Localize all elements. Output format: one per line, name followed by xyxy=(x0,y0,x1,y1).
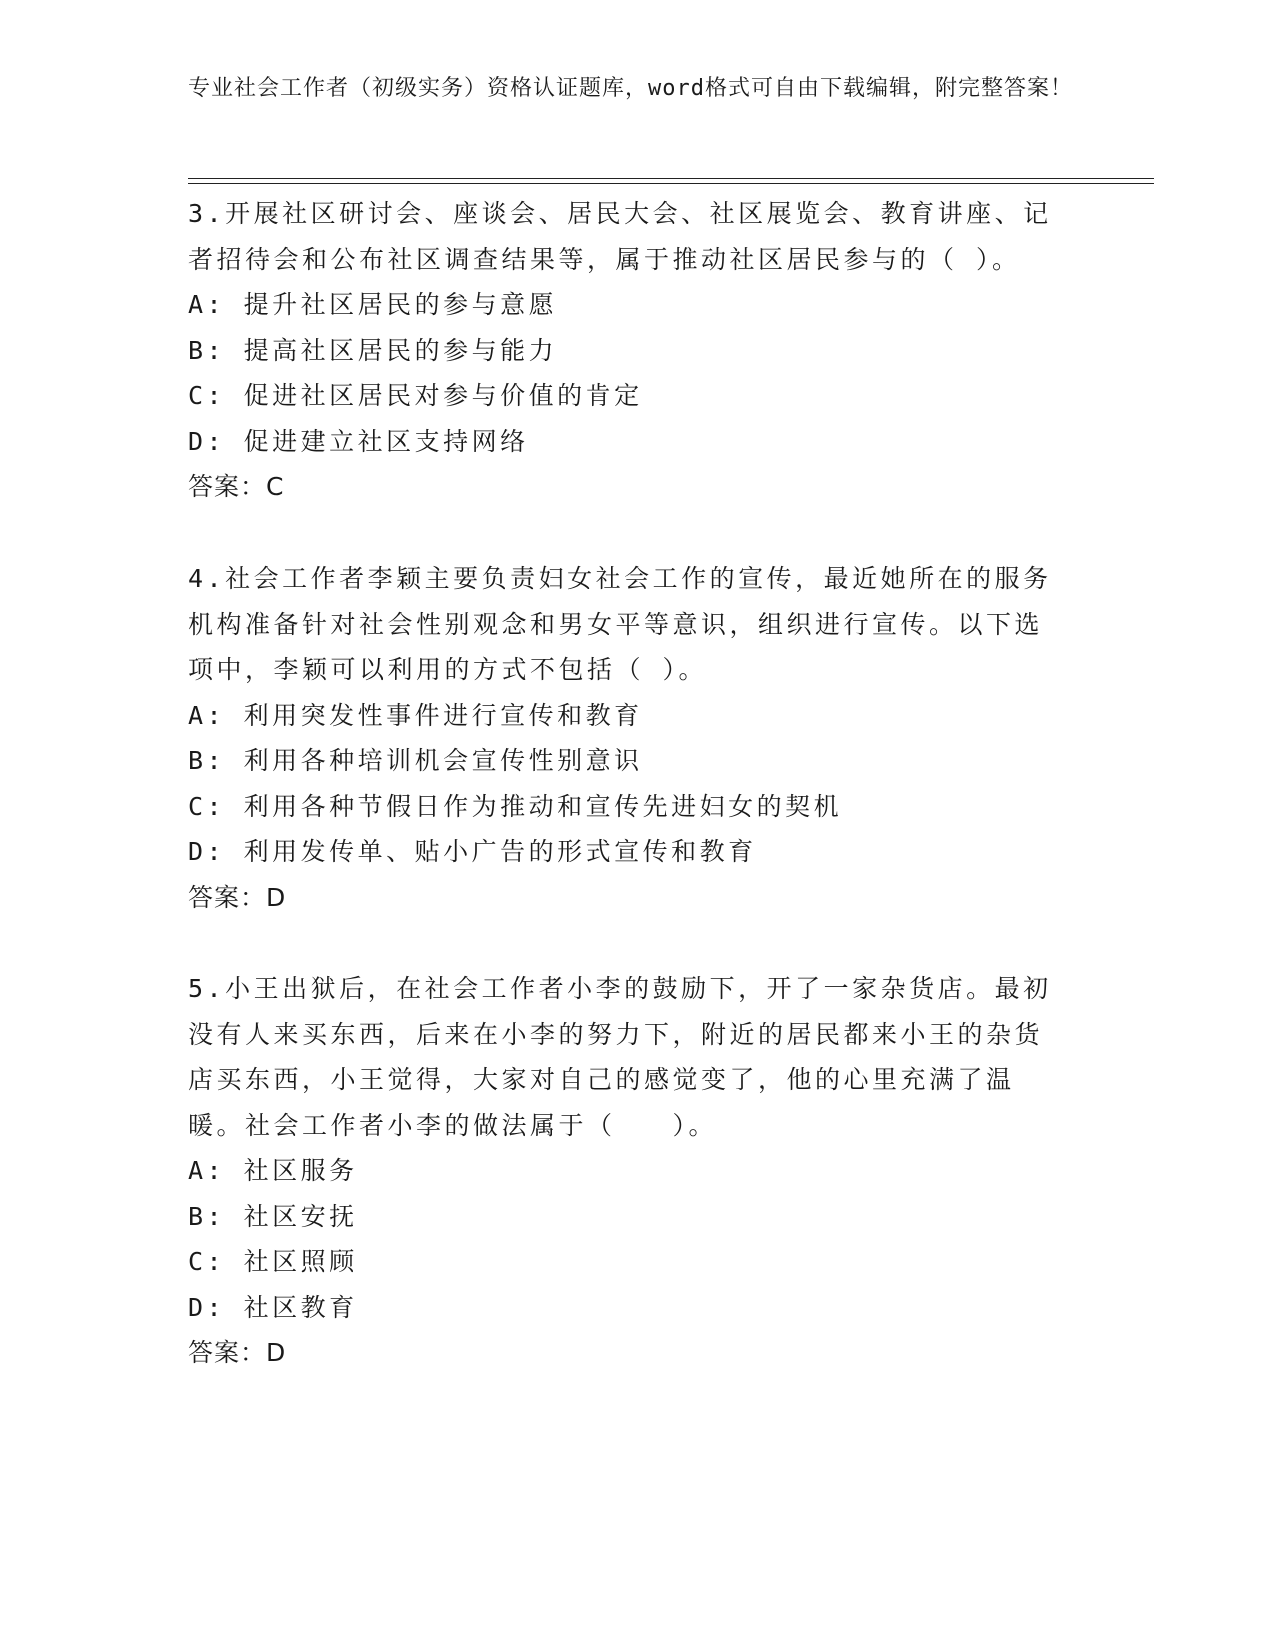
option-b: B: 利用各种培训机会宣传性别意识 xyxy=(188,746,643,775)
option-d: D: 利用发传单、贴小广告的形式宣传和教育 xyxy=(188,837,757,866)
option-d: D: 促进建立社区支持网络 xyxy=(188,426,529,456)
option-c: C: 利用各种节假日作为推动和宣传先进妇女的契机 xyxy=(188,791,843,821)
option-c: C: 社区照顾 xyxy=(188,1247,358,1276)
question-stem: 5.小王出狱后，在社会工作者小李的鼓励下，开了一家杂货店。最初没有人来买东西，后来在小李的努力下，附近的居民都来小王的杂货店买东西，小王觉得，大家对自己的感觉变了，他的心里充满了温暖。社会工作者小李的做法属于（ ）。 xyxy=(188,974,1052,1140)
header-divider-bottom xyxy=(188,183,1154,184)
answer-label: 答案：D xyxy=(188,1338,287,1367)
question-stem: 3.开展社区研讨会、座谈会、居民大会、社区展览会、教育讲座、记者招待会和公布社区调查结果等，属于推动社区居民参与的（ ）。 xyxy=(188,199,1052,274)
option-c: C: 促进社区居民对参与价值的肯定 xyxy=(188,381,643,410)
option-b: B: 提高社区居民的参与能力 xyxy=(188,335,558,365)
option-a: A: 提升社区居民的参与意愿 xyxy=(188,290,558,319)
option-a: A: 利用突发性事件进行宣传和教育 xyxy=(188,700,643,730)
option-d: D: 社区教育 xyxy=(188,1292,358,1322)
answer-label: 答案：D xyxy=(188,882,287,912)
option-b: B: 社区安抚 xyxy=(188,1201,358,1231)
answer-label: 答案：C xyxy=(188,472,285,501)
document-header: 专业社会工作者（初级实务）资格认证题库，word格式可自由下载编辑，附完整答案！ xyxy=(188,76,1073,101)
option-a: A: 社区服务 xyxy=(188,1156,358,1185)
question-3 xyxy=(188,191,1068,510)
header-divider-top xyxy=(188,178,1154,179)
question-4 xyxy=(188,556,1068,920)
question-5 xyxy=(188,966,1068,1376)
question-stem: 4.社会工作者李颖主要负责妇女社会工作的宣传，最近她所在的服务机构准备针对社会性别观念和男女平等意识，组织进行宣传。以下选项中，李颖可以利用的方式不包括（ ）。 xyxy=(188,564,1052,684)
